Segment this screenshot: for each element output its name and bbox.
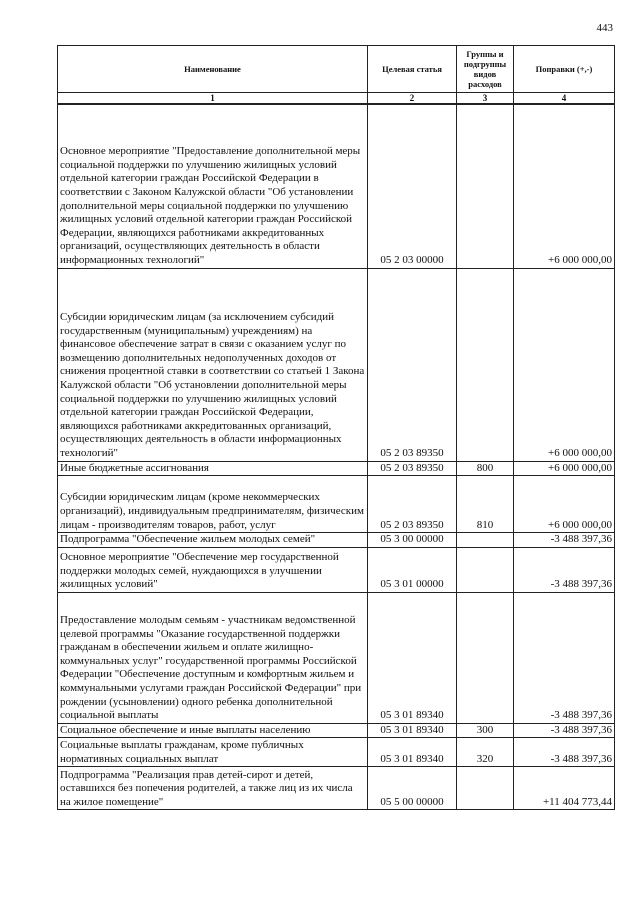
column-number: 4 bbox=[514, 93, 615, 105]
budget-table bbox=[57, 45, 615, 810]
row-group bbox=[457, 104, 514, 268]
table-row bbox=[58, 547, 615, 592]
row-code: 05 5 00 00000 bbox=[368, 767, 457, 810]
header-target: Целевая статья bbox=[368, 46, 457, 93]
column-number: 1 bbox=[58, 93, 368, 105]
row-name: Основное мероприятие "Предоставление дополнительной меры социальной поддержки по улучшению жилищных условий отдельной категории граждан Российской Федерации в соответствии с Законом Калужской области "Об установлении дополнительной меры социальной поддержки по улучшению жилищных условий отдельной категории граждан Российской Федерации, являющихся работниками аккредитованных организаций, осуществляющих деятельность в области информационных технологий" bbox=[58, 104, 368, 268]
row-amount: -3 488 397,36 bbox=[514, 533, 615, 548]
row-name: Основное мероприятие "Обеспечение мер государственной поддержки молодых семей, нуждающихся в улучшении жилищных условий" bbox=[58, 547, 368, 592]
row-code: 05 3 01 89340 bbox=[368, 723, 457, 738]
row-amount: -3 488 397,36 bbox=[514, 723, 615, 738]
table-row bbox=[58, 592, 615, 723]
header-row bbox=[58, 46, 615, 93]
row-name: Социальные выплаты гражданам, кроме публичных нормативных социальных выплат bbox=[58, 738, 368, 767]
row-name: Иные бюджетные ассигнования bbox=[58, 461, 368, 476]
row-group bbox=[457, 533, 514, 548]
table-row bbox=[58, 767, 615, 810]
header-amendment: Поправки (+,-) bbox=[514, 46, 615, 93]
table-row bbox=[58, 533, 615, 548]
row-group bbox=[457, 592, 514, 723]
header-group: Группы и подгруппы видов расходов bbox=[457, 46, 514, 93]
row-code: 05 2 03 89350 bbox=[368, 476, 457, 533]
row-name: Подпрограмма "Реализация прав детей-сирот и детей, оставшихся без попечения родителей, а также лиц из их числа на жилое помещение" bbox=[58, 767, 368, 810]
row-amount: -3 488 397,36 bbox=[514, 592, 615, 723]
row-group bbox=[457, 268, 514, 461]
row-amount: +6 000 000,00 bbox=[514, 268, 615, 461]
table-row bbox=[58, 738, 615, 767]
table-row bbox=[58, 461, 615, 476]
row-amount: +6 000 000,00 bbox=[514, 104, 615, 268]
table-row bbox=[58, 104, 615, 268]
row-code: 05 3 01 89340 bbox=[368, 592, 457, 723]
row-code: 05 2 03 00000 bbox=[368, 104, 457, 268]
row-name: Субсидии юридическим лицам (кроме некоммерческих организаций), индивидуальным предпринимателям, физическим лицам - производителям товаров, работ, услуг bbox=[58, 476, 368, 533]
row-amount: -3 488 397,36 bbox=[514, 738, 615, 767]
row-name: Подпрограмма "Обеспечение жильем молодых семей" bbox=[58, 533, 368, 548]
table-row bbox=[58, 476, 615, 533]
table-row bbox=[58, 268, 615, 461]
header-name: Наименование bbox=[58, 46, 368, 93]
row-name: Субсидии юридическим лицам (за исключением субсидий государственным (муниципальным) учреждениям) на финансовое обеспечение затрат в связи с оказанием услуг по возмещению дополнительных недополученных доходов от снижения процентной ставки в соответствии со статьей 1 Закона Калужской области "Об установлении дополнительной меры социальной поддержки по улучшению жилищных условий отдельной категории граждан Российской Федерации, являющихся работниками аккредитованных организаций, осуществляющих деятельность в области информационных технологий" bbox=[58, 268, 368, 461]
table-row bbox=[58, 723, 615, 738]
row-amount: -3 488 397,36 bbox=[514, 547, 615, 592]
row-name: Социальное обеспечение и иные выплаты населению bbox=[58, 723, 368, 738]
row-code: 05 2 03 89350 bbox=[368, 268, 457, 461]
row-amount: +6 000 000,00 bbox=[514, 476, 615, 533]
row-group: 300 bbox=[457, 723, 514, 738]
row-code: 05 2 03 89350 bbox=[368, 461, 457, 476]
row-amount: +6 000 000,00 bbox=[514, 461, 615, 476]
row-group: 810 bbox=[457, 476, 514, 533]
row-code: 05 3 01 89340 bbox=[368, 738, 457, 767]
column-number: 2 bbox=[368, 93, 457, 105]
row-code: 05 3 00 00000 bbox=[368, 533, 457, 548]
row-amount: +11 404 773,44 bbox=[514, 767, 615, 810]
row-group bbox=[457, 547, 514, 592]
row-group: 320 bbox=[457, 738, 514, 767]
row-name: Предоставление молодым семьям - участникам ведомственной целевой программы "Оказание государственной поддержки гражданам в обеспечении жильем и оплате жилищно-коммунальных услуг" государственной программы Российской Федерации "Обеспечение доступным и комфортным жильем и коммунальными услугами граждан Российской Федерации" при рождении (усыновлении) одного ребенка дополнительной социальной выплаты bbox=[58, 592, 368, 723]
row-code: 05 3 01 00000 bbox=[368, 547, 457, 592]
row-group bbox=[457, 767, 514, 810]
row-group: 800 bbox=[457, 461, 514, 476]
column-number: 3 bbox=[457, 93, 514, 105]
page-number: 443 bbox=[596, 22, 613, 34]
column-numbers-row bbox=[58, 93, 615, 105]
